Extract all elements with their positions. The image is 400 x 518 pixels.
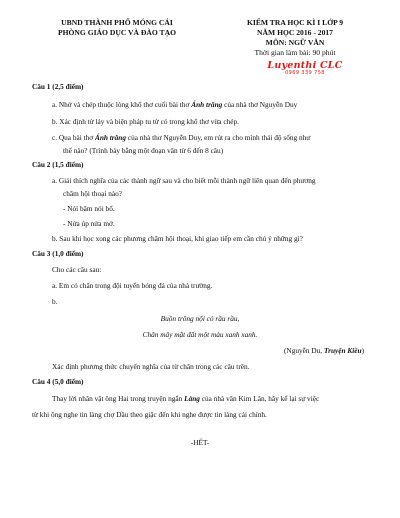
q3-item-a: a. Em có chân trong đội tuyển bóng đá của nhà trường. xyxy=(52,281,213,290)
story-title: Làng xyxy=(184,394,200,403)
poem-title: Ánh trăng xyxy=(191,100,223,109)
q4-line-2: từ khi ông nghe tin làng chợ Dầu theo giặc đến khi nghe được tin làng cải chính. xyxy=(32,410,267,419)
poem-source: (Nguyễn Du, Truyện Kiều) xyxy=(284,346,365,355)
q1-item-c: c. Qua bài thơ Ánh trăng của nhà thơ Nguyễn Duy, em rút ra cho mình thái độ sống như xyxy=(52,133,311,142)
q2-item-a-cont: châm hội thoại nào? xyxy=(63,189,122,198)
q4-line-1: Thay lời nhân vật ông Hai trong truyện ngắn Làng của nhà văn Kim Lân, hãy kể lại sự việc xyxy=(52,394,320,403)
poem-line-2: Chân mây mặt đất một màu xanh xanh. xyxy=(142,330,258,339)
header-left xyxy=(42,18,192,38)
school-year: NĂM HỌC 2016 - 2017 xyxy=(257,28,333,37)
department-line2: PHÒNG GIÁO DỤC VÀ ĐÀO TẠO xyxy=(57,28,177,37)
q2-item-a: a. Giải thích nghĩa của các thành ngữ sau và cho biết mỗi thành ngữ liên quan đến phương xyxy=(52,176,316,185)
subject: MÔN: NGỮ VĂN xyxy=(265,38,325,47)
q2-heading: Câu 2 (1,5 điểm) xyxy=(32,160,84,169)
q3-heading: Câu 3 (1,0 điểm) xyxy=(32,249,84,258)
q2-idiom-2: - Nửa úp nửa mở. xyxy=(63,219,115,228)
q1-heading: Câu 1 (2,5 điểm) xyxy=(32,82,84,91)
watermark-phone: 0969 339 758 xyxy=(285,70,325,76)
source-title: Truyện Kiều xyxy=(323,346,362,355)
q4-heading: Câu 4 (5,0 điểm) xyxy=(32,377,84,386)
q3-task: Xác định phương thức chuyển nghĩa của từ chân trong các câu trên. xyxy=(52,362,250,371)
time-limit: Thời gian làm bài: 90 phút xyxy=(254,48,336,57)
poem-title: Ánh trăng xyxy=(94,133,126,142)
poem-line-1: Buồn trông nội cỏ rầu rầu, xyxy=(160,314,240,323)
department-line1: UBND THÀNH PHỐ MÓNG CÁI xyxy=(61,18,173,27)
q3-intro: Cho các câu sau: xyxy=(52,265,102,274)
exam-title: KIỂM TRA HỌC KÌ I LỚP 9 xyxy=(246,18,344,27)
q1-item-a: a. Nhớ và chép thuộc lòng khổ thơ cuối bài thơ Ánh trăng của nhà thơ Nguyễn Duy xyxy=(52,100,298,109)
end-marker: -HẾT- xyxy=(190,438,210,447)
q2-item-b: b. Sau khi học xong các phương châm hội thoại, khi giao tiếp em cần chú ý những gì? xyxy=(52,234,303,243)
header-right xyxy=(226,18,364,58)
q1-item-b: b. Xác định từ láy và biện pháp tu từ có trong khổ thơ vừa chép. xyxy=(52,117,239,126)
watermark-brand: Luyenthi CLC xyxy=(267,60,343,71)
q3-item-b: b. xyxy=(52,297,58,306)
q1-item-c-cont: thế nào? (Trình bày bằng một đoạn văn từ 6 đến 8 câu) xyxy=(63,146,224,155)
q2-idiom-1: - Nói băm nói bổ. xyxy=(63,204,115,213)
watermark xyxy=(252,60,358,76)
